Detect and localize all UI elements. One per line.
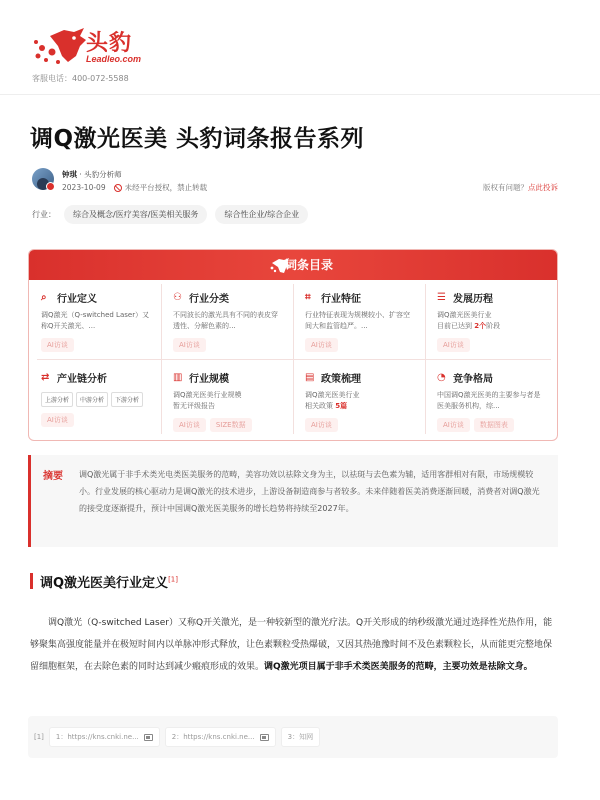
toc-item-desc: 调Q激光（Q-switched Laser）又称Q开关激光、... [41,311,150,330]
chain-icon: ⇄ [41,372,50,383]
toc-item-title: 行业分类 [189,294,229,305]
industry-tag[interactable]: 综合及概念/医疗美容/医美相关服务 [64,205,207,224]
policy-icon: ▤ [305,372,315,383]
reference-link[interactable] [49,727,160,747]
midstream-chip[interactable]: 中游分析 [76,392,108,407]
complaint-link[interactable]: 点此投诉 [528,183,558,192]
toc-item-history[interactable] [437,290,558,370]
toc-item-title: 行业特征 [321,294,361,305]
author-line [62,169,122,180]
ai-interview-button[interactable]: AI访谈 [41,413,74,427]
section-title-text: 调Q激光医美行业定义 [40,576,169,591]
search-doc-icon: ⌕ [41,292,47,303]
ref-text: 3：知网 [287,733,314,741]
toc-card [28,249,558,441]
logo-url[interactable]: Leadleo.com [86,54,142,64]
toc-item-desc: 不同波长的激光具有不同的表皮穿透性、分解色素的... [173,311,278,330]
toc-item-competition[interactable] [437,370,558,441]
section-accent-bar [30,573,33,589]
toc-header [29,250,558,280]
abstract-box [28,455,558,547]
downstream-chip[interactable]: 下游分析 [111,392,143,407]
stage-count: 2个 [474,322,487,330]
page-title: 调Q激光医美 头豹词条报告系列 [30,126,365,152]
article-meta [62,182,207,193]
desc-line: 相关政策 [305,402,336,410]
toc-item-title: 政策梳理 [321,374,361,385]
desc-line: 阶段 [486,322,501,330]
toc-item-title: 发展历程 [453,294,493,305]
abstract-label: 摘要 [43,471,63,482]
reference-link[interactable] [281,727,320,747]
desc-line: 调Q激光医美行业 [305,391,360,399]
ai-interview-button[interactable]: AI访谈 [437,338,470,352]
toc-item-title: 行业定义 [57,294,97,305]
data-chart-button[interactable]: 数据图表 [474,418,514,432]
ai-interview-button[interactable]: AI访谈 [173,338,206,352]
toc-item-desc: 中国调Q激光医美的主要参与者是医美服务机构，综... [437,391,541,410]
desc-line: 目前已达到 [437,322,475,330]
ai-interview-button[interactable]: AI访谈 [437,418,470,432]
references-bar [28,716,558,758]
copyright-complaint [483,182,558,193]
image-icon [260,734,269,741]
industry-tag[interactable]: 综合性企业/综合企业 [215,205,308,224]
upstream-chip[interactable]: 上游分析 [41,392,73,407]
ref-text: 1：https://kns.cnki.ne... [55,733,139,741]
feature-icon: ⌗ [305,292,311,303]
author-role: · 头豹分析师 [77,170,122,179]
reference-link[interactable] [165,727,276,747]
ai-interview-button[interactable]: AI访谈 [173,418,206,432]
ref-label: [1] [34,733,44,741]
toc-title: 词条目录 [284,258,333,272]
toc-item-desc [437,310,547,332]
author-name[interactable]: 钟琪 [62,170,77,179]
size-data-button[interactable]: SIZE数据 [210,418,252,432]
paragraph-bold-text: 调Q激光项目属于非手术类医美服务的范畴，主要功效是祛除文身。 [264,662,533,672]
ban-icon [114,184,122,192]
paragraph-text: 调Q激光（Q-switched Laser）又称Q开关激光，是一种较新型的激光疗法。Q开关形成的纳秒级激光通过选择性光热作用，能够聚集高强度能量并在极短时间内以单脉冲形式释放，让色素颗粒受热爆破，又因其热弛豫时间不及色素颗粒长，从而能更完整地保留细胞框架，在去除色素的同时达到减少瘢痕形成的效果。 [30,618,553,672]
image-icon [144,734,153,741]
ref-text: 2：https://kns.cnki.ne... [171,733,255,741]
section-title [40,572,178,591]
timeline-icon: ☰ [437,292,446,303]
verified-badge-icon [46,182,55,191]
logo-text: 头豹 [86,31,133,56]
pie-icon: ◔ [437,372,446,383]
industry-label: 行业： [32,210,56,219]
toc-item-title: 产业链分析 [57,374,107,385]
toc-item-chain[interactable] [41,370,173,441]
desc-line: 暂无评级报告 [173,402,215,410]
toc-item-definition[interactable] [41,290,173,370]
restriction-note [114,182,208,193]
toc-item-title: 竞争格局 [453,374,493,385]
policy-count: 5篇 [335,402,348,410]
toc-item-title: 行业规模 [189,374,229,385]
bar-chart-icon: ▥ [173,372,183,383]
header-divider [0,94,600,95]
industry-tags [32,205,308,224]
ai-interview-button[interactable]: AI访谈 [41,338,74,352]
toc-item-features[interactable] [305,290,437,370]
toc-item-scale[interactable] [173,370,305,441]
toc-item-desc [173,390,283,412]
toc-item-desc [305,390,415,412]
toc-item-classification[interactable] [173,290,305,370]
hierarchy-icon: ⚇ [173,292,182,303]
desc-line: 调Q激光医美行业规模 [173,391,242,399]
ai-interview-button[interactable]: AI访谈 [305,418,338,432]
publish-date: 2023-10-09 [62,183,106,192]
toc-item-desc: 行业特征表现为规模较小、扩容空间大和监管趋严。... [305,311,410,330]
customer-hotline: 客服电话：400-072-5588 [32,74,129,83]
footnote-ref[interactable]: [1] [168,575,178,584]
copyright-prefix: 版权有问题？ [483,183,528,192]
ai-interview-button[interactable]: AI访谈 [305,338,338,352]
desc-line: 调Q激光医美行业 [437,311,492,319]
definition-paragraph [30,612,558,678]
abstract-text: 调Q激光属于非手术类光电类医美服务的范畴，美容功效以祛除文身为主，以祛斑与去色素为辅，适用客群相对有限，市场规模较小。行业发展的核心驱动力是调Q激光的技术进步，上游设备制造商参与者较多。未来伴随着医美消费逐渐回暖，消费者对调Q激光的接受度逐渐提升，预计中国调Q激光医美服务的增长趋势将持续至2027年。 [79,470,540,513]
toc-item-policy[interactable] [305,370,437,441]
restriction-text: 未经平台授权，禁止转载 [124,183,208,192]
